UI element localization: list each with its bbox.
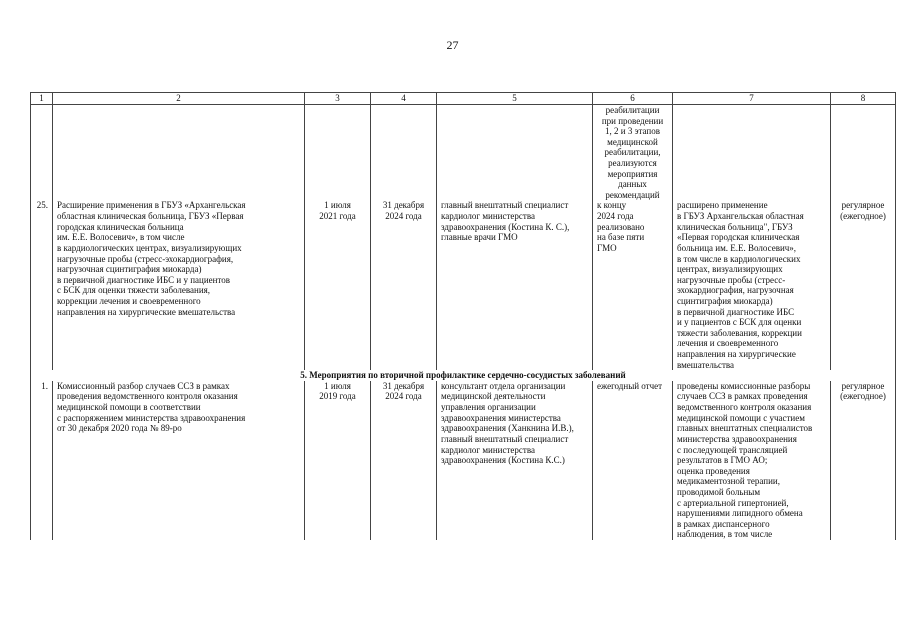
responsible-cell: консультант отдела организации медицинской деятельности управления организации здравоохранения министерства здравоохранения (Ханкнина И.В.), главный внештатный специалист кардиолог министерства здравоохранения (Костина К.С.) (437, 381, 593, 540)
table-row (31, 200, 896, 370)
start-date-cell: 1 июля 2019 года (305, 381, 371, 540)
end-date-cell: 31 декабря 2024 года (371, 200, 437, 370)
result-cell: проведены комиссионные разборы случаев ССЗ в рамках проведения ведомственного контроля оказания медицинской помощи с участием главных внештатных специалистов министерства здравоохранения с последующей трансляцией результатов в ГМО АО; оценка проведения медикаментозной терапии, проводимой больным с артериальной гипертонией, нарушениями липидного обмена в рамках диспансерного наблюдения, в том числе (673, 381, 831, 540)
section-heading-row (31, 370, 896, 381)
column-number: 2 (53, 93, 305, 105)
column-number: 3 (305, 93, 371, 105)
indicator-cell: реабилитации при проведении 1, 2 и 3 этапов медицинской реабилитации, реализуются мероприятия данных рекомендаций (593, 105, 673, 201)
column-number: 7 (673, 93, 831, 105)
page-number: 27 (446, 38, 459, 52)
indicator-cell: ежегодный отчет (593, 381, 673, 540)
indicator-cell: к концу 2024 года реализовано на базе пяти ГМО (593, 200, 673, 370)
end-date-cell: 31 декабря 2024 года (371, 381, 437, 540)
column-number: 4 (371, 93, 437, 105)
column-number: 8 (831, 93, 896, 105)
result-cell: расширено применение в ГБУЗ Архангельская областная клиническая больница", ГБУЗ «Первая городская клиническая больница им. Е.Е. Волосевич», в том числе в кардиологических центрах, визуализирующих нагрузочные пробы (стресс- эхокардиография, нагрузочная сцинтиграфия миокарда) в первичной диагностике ИБС и у пациентов с БСК для оценки тяжести заболевания, коррекции лечения и своевременного направления на хирургические вмешательства (673, 200, 831, 370)
responsible-cell: главный внештатный специалист кардиолог министерства здравоохранения (Костина К. С.), главные врачи ГМО (437, 200, 593, 370)
column-number: 6 (593, 93, 673, 105)
section-heading: 5. Мероприятия по вторичной профилактике сердечно-сосудистых заболеваний (31, 370, 896, 381)
frequency-cell: регулярное (ежегодное) (831, 200, 896, 370)
column-number-row (31, 93, 896, 105)
table-row-continued (31, 105, 896, 201)
column-number: 1 (31, 93, 53, 105)
measures-table (30, 92, 896, 540)
table-row (31, 381, 896, 540)
measure-cell: Расширение применения в ГБУЗ «Архангельская областная клиническая больница, ГБУЗ «Первая городская клиническая больница им. Е.Е. Волосевич», в том числе в кардиологических центрах, визуализирующих нагрузочные пробы (стресс-эхокардиография, нагрузочная сцинтиграфия миокарда) в первичной диагностике ИБС и у пациентов с БСК для оценки тяжести заболевания, коррекции лечения и своевременного направления на хирургические вмешательства (53, 200, 305, 370)
frequency-cell: регулярное (ежегодное) (831, 381, 896, 540)
start-date-cell: 1 июля 2021 года (305, 200, 371, 370)
column-number: 5 (437, 93, 593, 105)
row-number: 25. (31, 200, 53, 370)
measure-cell: Комиссионный разбор случаев ССЗ в рамках проведения ведомственного контроля оказания медицинской помощи в соответствии с распоряжением министерства здравоохранения от 30 декабря 2020 года № 89-ро (53, 381, 305, 540)
row-number: 1. (31, 381, 53, 540)
